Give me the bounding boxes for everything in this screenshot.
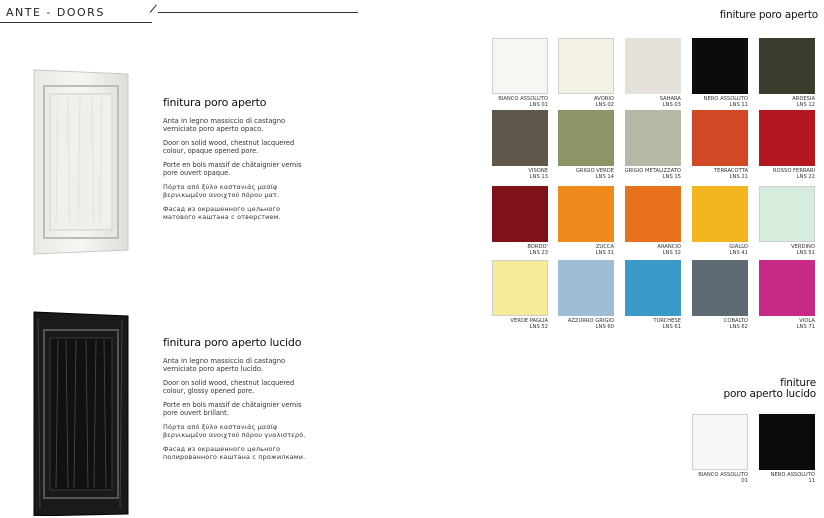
swatch-code: LNS 01 [529,102,548,108]
finiture-lucido-title-line1: finiture [780,377,816,389]
finish2-it: Anta in legno massiccio di castagno verniciato poro aperto lucido. [163,357,286,373]
swatch-code: LNS 02 [595,102,614,108]
color-swatch [759,186,815,242]
swatch-code: LNS 52 [529,324,548,330]
swatch-code: LNS 71 [796,324,815,330]
color-swatch [558,186,614,242]
swatch-name: ZUCCA [595,244,614,250]
swatch-code: LNS 31 [595,250,614,256]
color-swatch [492,38,548,94]
color-swatch [558,38,614,94]
swatch-name: NERO ASSOLUTO [770,472,815,478]
color-swatch [692,38,748,94]
finish1-title: finitura poro aperto [163,96,267,109]
swatch-code: LNS 12 [796,102,815,108]
color-swatch [492,186,548,242]
swatch-name: TURCHESE [653,318,681,324]
finish1-gr: Πόρτα από ξύλο καστανιάς μασίφ βερνικωμένο ανοιχτού πόρου ματ. [163,183,280,199]
swatch-code: LNS 15 [662,174,681,180]
finish2-block [163,336,313,467]
swatch-name: VERDE PAGLIA [510,318,548,324]
finiture-lucido-title-line2: poro aperto lucido [723,388,816,400]
swatch-name: ARANCIO [657,244,681,250]
swatch-name: BIANCO ASSOLUTO [498,96,548,102]
swatch-code: LNS 60 [595,324,614,330]
finish1-it: Anta in legno massiccio di castagno verniciato poro aperto opaco. [163,117,286,133]
color-swatch [625,110,681,166]
color-swatch [625,38,681,94]
swatch-code: LNS 41 [729,250,748,256]
header-rule [158,12,358,13]
swatch-caption [735,472,815,484]
finish2-ru: Фасад из окрашенного цельного полированного каштана с прожилками. [163,445,306,461]
header-slant [150,5,157,13]
swatch-name: VERDINO [791,244,815,250]
finish1-block [163,96,313,227]
color-swatch [492,110,548,166]
color-swatch [692,260,748,316]
swatch-caption [735,168,815,180]
finiture-lucido-title [724,378,816,400]
swatch-name: GRIGIO METALIZZATO [624,168,681,174]
finish1-en: Door on solid wood, chestnut lacquered colour, opaque opened pore. [163,139,295,155]
swatch-code: LNS 22 [796,174,815,180]
color-swatch [625,186,681,242]
swatch-code: 11 [808,478,815,484]
swatch-code: LNS 11 [729,102,748,108]
color-swatch [558,260,614,316]
swatch-name: TERRACOTTA [714,168,748,174]
swatch-code: LNS 32 [662,250,681,256]
swatch-code: 01 [741,478,748,484]
finish1-ru: Фасад из окрашенного цельного матового каштана с отверстием. [163,205,281,221]
finish2-fr: Porte en bois massif de châtaignier vernis pore ouvert brillant. [163,401,302,417]
swatch-name: NERO ASSOLUTO [703,96,748,102]
swatch-name: ARDESIA [792,96,815,102]
swatch-code: LNS 62 [729,324,748,330]
swatch-name: GIALLO [729,244,748,250]
header-underline [0,22,152,23]
swatch-caption [735,244,815,256]
swatch-code: LNS 51 [796,250,815,256]
color-swatch [759,110,815,166]
color-swatch [759,414,815,470]
header [0,0,158,24]
color-swatch [692,110,748,166]
color-swatch [692,414,748,470]
swatch-caption [735,96,815,108]
swatch-name: GRIGIO VERDE [575,168,614,174]
swatch-name: BIANCO ASSOLUTO [698,472,748,478]
finish2-gr: Πόρτα από ξύλο καστανιάς μασίφ βερνικωμένο ανοιχτού πόρου γυαλιστερό. [163,423,306,439]
finish2-title: finitura poro aperto lucido [163,336,302,349]
swatch-name: SAHARA [659,96,681,102]
swatch-name: AZZURRO GRIGIO [567,318,614,324]
swatch-caption [735,318,815,330]
swatch-name: VIOLA [799,318,815,324]
swatch-name: BORDO' [527,244,548,250]
finish2-en: Door on solid wood, chestnut lacquered colour, glossy opened pore. [163,379,295,395]
door-white-image [28,66,134,256]
finish1-fr: Porte en bois massif de châtaignier vernis pore ouvert opaque. [163,161,302,177]
swatch-code: LNS 13 [529,174,548,180]
swatch-name: ROSSO FERRARI [773,168,815,174]
swatch-code: LNS 21 [729,174,748,180]
swatch-code: LNS 03 [662,102,681,108]
color-swatch [759,260,815,316]
color-swatch [692,186,748,242]
swatch-name: VISONE [528,168,548,174]
color-swatch [625,260,681,316]
color-swatch [759,38,815,94]
swatch-code: LNS 61 [662,324,681,330]
swatch-code: LNS 23 [529,250,548,256]
swatch-name: AVORIO [594,96,614,102]
header-title: ANTE - DOORS [6,6,105,19]
door-black-image [28,308,134,516]
swatch-code: LNS 14 [595,174,614,180]
finiture-poro-aperto-title: finiture poro aperto [719,9,818,21]
swatch-name: COBALTO [723,318,748,324]
color-swatch [558,110,614,166]
color-swatch [492,260,548,316]
